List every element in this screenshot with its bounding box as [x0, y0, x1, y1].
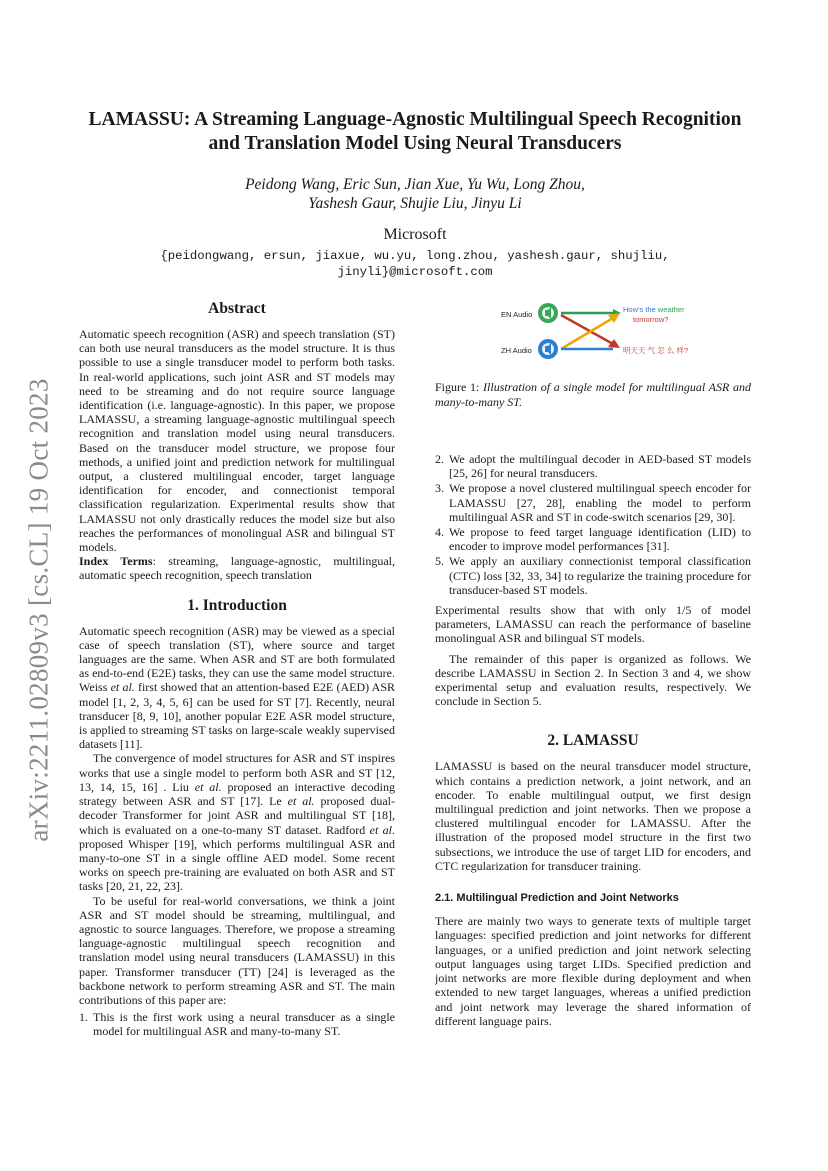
arrow-zh-en [561, 318, 613, 349]
results-summary-paragraph: Experimental results show that with only 1/5 of model parameters, LAMASSU can reach the performance of baseline monolingual ASR and bilingual ST models. [435, 603, 751, 646]
index-terms-label: Index Terms [79, 554, 153, 569]
contribution-list-left [79, 1010, 395, 1038]
authors-line-1: Peidong Wang, Eric Sun, Jian Xue, Yu Wu, Long Zhou, [245, 176, 585, 193]
en-speaker-icon [538, 303, 558, 323]
section-2-paragraph: LAMASSU is based on the neural transducer model structure, which contains a prediction network, a joint network, and an encoder. To enable multilingual output, we first design multilingual prediction and joint networks. Then we propose a clustered multilingual encoder for LAMASSU. After the illustration of the proposed model structure in the first two subsections, we introduce the use of target LID for encoders, and CTC regularization for transducer training. [435, 759, 751, 873]
intro-paragraph-3: To be useful for real-world conversations, we think a joint ASR and ST model should be streaming, multilingual, and agnostic to source languages. Therefore, we propose a streaming language-agnostic multilingual speech recognition and translation model using neural transducers (LAMASSU) in this paper. Transformer transducer (TT) [24] is leveraged as the backbone network to perform streaming ASR and ST. The main contributions of this paper are: [79, 893, 395, 1007]
author-list [70, 175, 760, 213]
introduction-heading: 1. Introduction [187, 596, 287, 614]
arxiv-identifier [14, 360, 64, 860]
abstract-heading: Abstract [208, 300, 266, 317]
outline-paragraph: The remainder of this paper is organized as follows. We describe LAMASSU in Section 2. In Section 3 and 4, we show experimental setup and evaluation results, respectively. We conclude in Section 5. [435, 651, 751, 709]
paper-title [70, 108, 760, 156]
authors-line-2: Yashesh Gaur, Shujie Liu, Jinyu Li [308, 195, 522, 212]
intro-paragraph-2: The convergence of model structures for ASR and ST inspires works that use a single model to perform both ASR and ST [12, 13, 14, 15, 16] . Liu et al. proposed an interactive decoding strategy between ASR and ST [17]. Le et al. proposed dual-decoder Transformer for joint ASR and multilingual ST [18], which is evaluated on a one-to-many ST dataset. Radford et al. proposed Whisper [19], which performs multilingual ASR and many-to-one ST in a single offline AED model. Some recent works on speech pre-training are evaluated on both ASR and ST tasks [20, 21, 22, 23]. [79, 751, 395, 894]
contribution-list-right [435, 452, 751, 597]
subsection-2-1-paragraph: There are mainly two ways to generate texts of multiple target languages: specified prediction and joint networks for different languages, or a unified prediction and joint network selecting output languages using target LIDs. Specified prediction and joint networks are more flexible during deployment and when extended to new target languages, whereas a unified prediction and joint network may leverage the shared information of different language pairs. [435, 914, 751, 1028]
title-line-2: and Translation Model Using Neural Transducers [208, 133, 622, 154]
english-output-text-2: tomorrow? [633, 315, 669, 324]
email-line-2: jinyli}@microsoft.com [337, 265, 493, 279]
intro-paragraph-1: Automatic speech recognition (ASR) may be viewed as a special case of speech translation (ST), where source and target languages are the same. When ASR and ST are both formulated as end-to-end (E2E) tasks, they can use the same model structure. Weiss et al. first showed that an attention-based E2E (AED) ASR model [1, 2, 3, 4, 5, 6] can be used for ST [7]. Recently, neural transducer [8, 9, 10], another popular E2E ASR model structure, is applied to streaming ST tasks on large-scale weakly supervised datasets [11]. [79, 623, 395, 752]
right-column [435, 298, 751, 1028]
zh-audio-label: ZH Audio [501, 346, 532, 355]
left-column [79, 300, 395, 1040]
section-2-heading: 2. LAMASSU [547, 732, 639, 750]
contribution-item: 4. We propose to feed target language identification (LID) to encoder to improve model performances [31]. [435, 525, 751, 554]
contribution-item: 1. This is the first work using a neural transducer as a single model for multilingual ASR and many-to-many ST. [79, 1010, 395, 1039]
chinese-output-text: 明天天 气 怎 么 样? [623, 346, 689, 355]
zh-speaker-icon [538, 339, 558, 359]
arxiv-identifier-text: arXiv:2211.02809v3 [cs.CL] 19 Oct 2023 [23, 378, 54, 842]
arrow-en-zh [561, 315, 613, 344]
affiliation: Microsoft [383, 226, 447, 243]
english-output-text: How's the weather [623, 305, 685, 314]
subsection-2-1-heading: 2.1. Multilingual Prediction and Joint Networks [435, 892, 679, 905]
title-line-1: LAMASSU: A Streaming Language-Agnostic Multilingual Speech Recognition [88, 109, 742, 130]
email-list [70, 248, 760, 280]
figure-1-caption: Figure 1: Illustration of a single model for multilingual ASR and many-to-many ST. [435, 380, 751, 409]
figure-1-diagram [435, 298, 751, 370]
contribution-item: 5. We apply an auxiliary connectionist temporal classification (CTC) loss [32, 33, 34] to regularize the training procedure for transducer-based ST models. [435, 554, 751, 597]
figure-1 [435, 298, 751, 370]
contribution-item: 2. We adopt the multilingual decoder in AED-based ST models [25, 26] for neural transducers. [435, 452, 751, 481]
index-terms-text: : streaming, language-agnostic, multilingual, automatic speech recognition, speech translation [79, 554, 395, 583]
index-terms [79, 554, 395, 582]
en-audio-label: EN Audio [501, 310, 533, 319]
email-line-1: {peidongwang, ersun, jiaxue, wu.yu, long.zhou, yashesh.gaur, shujliu, [160, 249, 670, 263]
contribution-item: 3. We propose a novel clustered multilingual speech encoder for LAMASSU [27, 28], enabling the model to perform multilingual ASR and ST in code-switch scenarios [29, 30]. [435, 481, 751, 524]
abstract-text: Automatic speech recognition (ASR) and speech translation (ST) can both use neural transducers as the model structure. It is thus possible to use a single transducer model to perform both tasks. In real-world applications, such joint ASR and ST models may need to be streaming and do not require source language identification (i.e. language-agnostic). In this paper, we propose LAMASSU, a streaming language-agnostic multilingual speech recognition and translation model using neural transducers. Based on the transducer model structure, we propose four methods, a unified joint and prediction network for multilingual output, a clustered multilingual encoder, target language identification for encoder, and connectionist temporal classification regularization. Experimental results show that LAMASSU not only drastically reduces the model size but also reaches the performances of monolingual ASR and bilingual ST models. [79, 327, 395, 555]
